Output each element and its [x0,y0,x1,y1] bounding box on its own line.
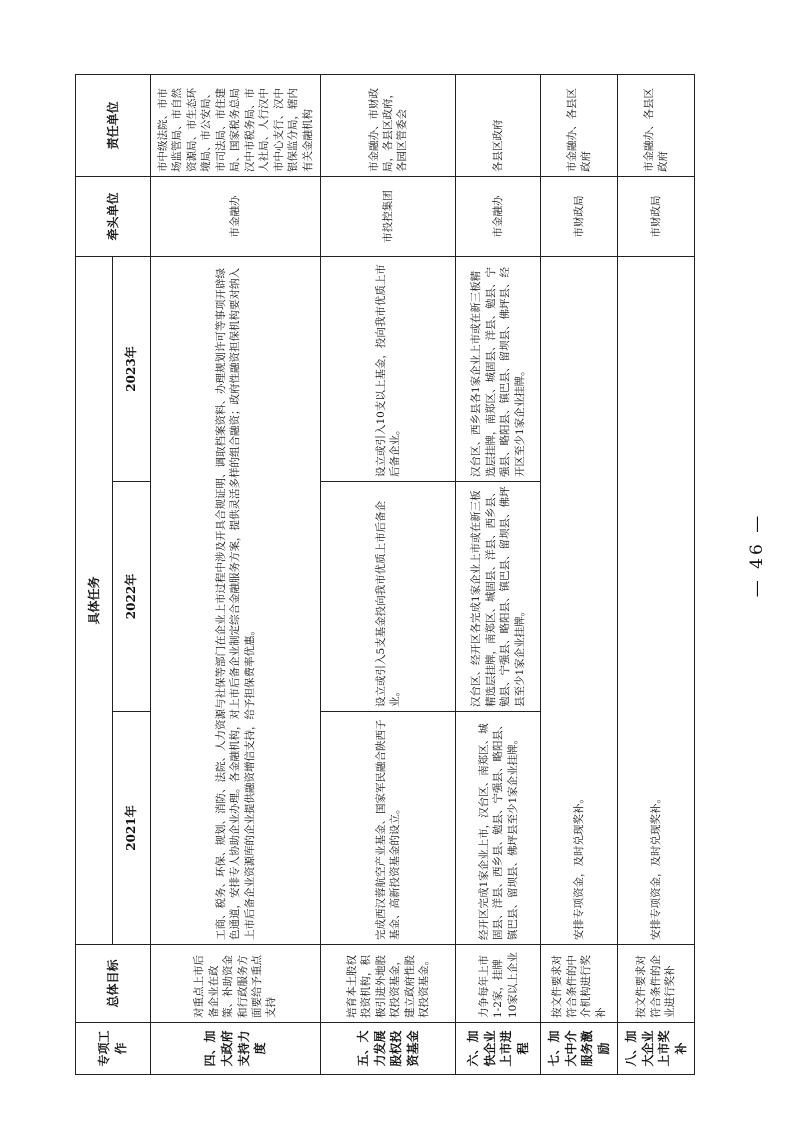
rotated-table-container [75,75,695,1075]
task-2022-cell: 汉台区、经开区各完成1家企业上市或在新三板精选层挂牌，南郑区、城固县、洋县、西乡县、勉县、宁强县、略阳县、镇巴县、留坝县、佛坪县至少1家企业挂牌。 [456,482,541,712]
category-cell: 八、加大企业上市奖补 [618,1023,695,1075]
header-responsible: 责任单位 [76,74,151,176]
page-number: — 46 — [747,512,768,598]
responsible-cell: 市中级法院、市市场监管局、市自然资源局、市生态环境局、市公安局、市司法局、市住建局、国家税务总局汉中市税务局、市人社局、人行汉中市中心支行、汉中银保监分局，辖内有关金融机构 [150,74,321,176]
lead-cell: 市财政局 [618,176,695,256]
responsible-cell: 市金融办、市财政局，各县区政府，各园区管委会 [321,74,456,176]
table-row [321,74,456,1074]
lead-cell: 市投控集团 [321,176,456,256]
table-row [618,74,695,1074]
header-2021: 2021年 [113,712,150,945]
lead-cell: 市金融办 [456,176,541,256]
task-2022-cell: 设立或引入5支基金投向我市优质上市后备企业。 [321,482,456,712]
responsible-cell: 市金融办、各县区政府 [618,74,695,176]
category-cell: 六、加快企业上市进程 [456,1023,541,1075]
goal-cell: 力争每年上市1-2家，挂牌10家以上企业 [456,945,541,1023]
task-table [75,74,695,1075]
goal-cell: 对重点上市后备企业在政策、补助资金和行政服务方面要给予重点支持 [150,945,321,1023]
lead-cell: 市金融办 [150,176,321,256]
category-cell: 五、大力发展股权投资基金 [321,1023,456,1075]
header-category: 专项工作 [76,1023,151,1075]
header-goal: 总体目标 [76,945,151,1023]
header-2022: 2022年 [113,482,150,712]
task-2023-cell: 汉台区、西乡县各1家企业上市或在新三板精选层挂牌，南郑区、城固县、洋县、勉县、宁强县、略阳县、镇巴县、留坝县、佛坪县、经开区至少1家企业挂牌。 [456,256,541,481]
table-row [456,74,541,1074]
header-tasks: 具体任务 [76,256,113,944]
goal-cell: 按文件要求对符合条件的中介机构进行奖补 [541,945,618,1023]
task-cell: 工商、税务、环保、规划、消防、法院、人力资源与社保等部门在企业上市过程中涉及开具合规证明、调取档案资料、办理规划许可等事项开辟绿色通道，安排专人协助企业办理。各金融机构，对上市后备企业制定综合金融服务方案，提供灵活多样的组合融资；政府性融资担保机构要对纳入上市后备企业资源库的企业提供融资增信支持，给予担保费率优惠。 [150,256,321,944]
category-cell: 七、加大中介服务激励 [541,1023,618,1075]
task-cell: 安排专项资金，及时兑现奖补。 [541,256,618,944]
lead-cell: 市财政局 [541,176,618,256]
category-cell: 四、加大政府支持力度 [150,1023,321,1075]
responsible-cell: 市金融办、各县区政府 [541,74,618,176]
task-2023-cell: 设立或引入10支以上基金，投向我市优质上市后备企业。 [321,256,456,481]
header-2023: 2023年 [113,256,150,481]
goal-cell: 培育本土股权投资机构，积极引进外地股权投资基金，建立政府性股权投资基金。 [321,945,456,1023]
table-row [541,74,618,1074]
responsible-cell: 各县区政府 [456,74,541,176]
goal-cell: 按文件要求对符合条件的企业进行奖补 [618,945,695,1023]
table-row [150,74,321,1074]
task-2021-cell: 完成西汉蓉航空产业基金、国家军民融合陕西子基金、高新投资基金的设立。 [321,712,456,945]
task-cell: 安排专项资金，及时兑现奖补。 [618,256,695,944]
task-2021-cell: 经开区完成1家企业上市，汉台区、南郑区、城固县、洋县、西乡县、勉县、宁强县、略阳县、镇巴县、留坝县、佛坪县至少1家企业挂牌。 [456,712,541,945]
header-lead: 牵头单位 [76,176,151,256]
